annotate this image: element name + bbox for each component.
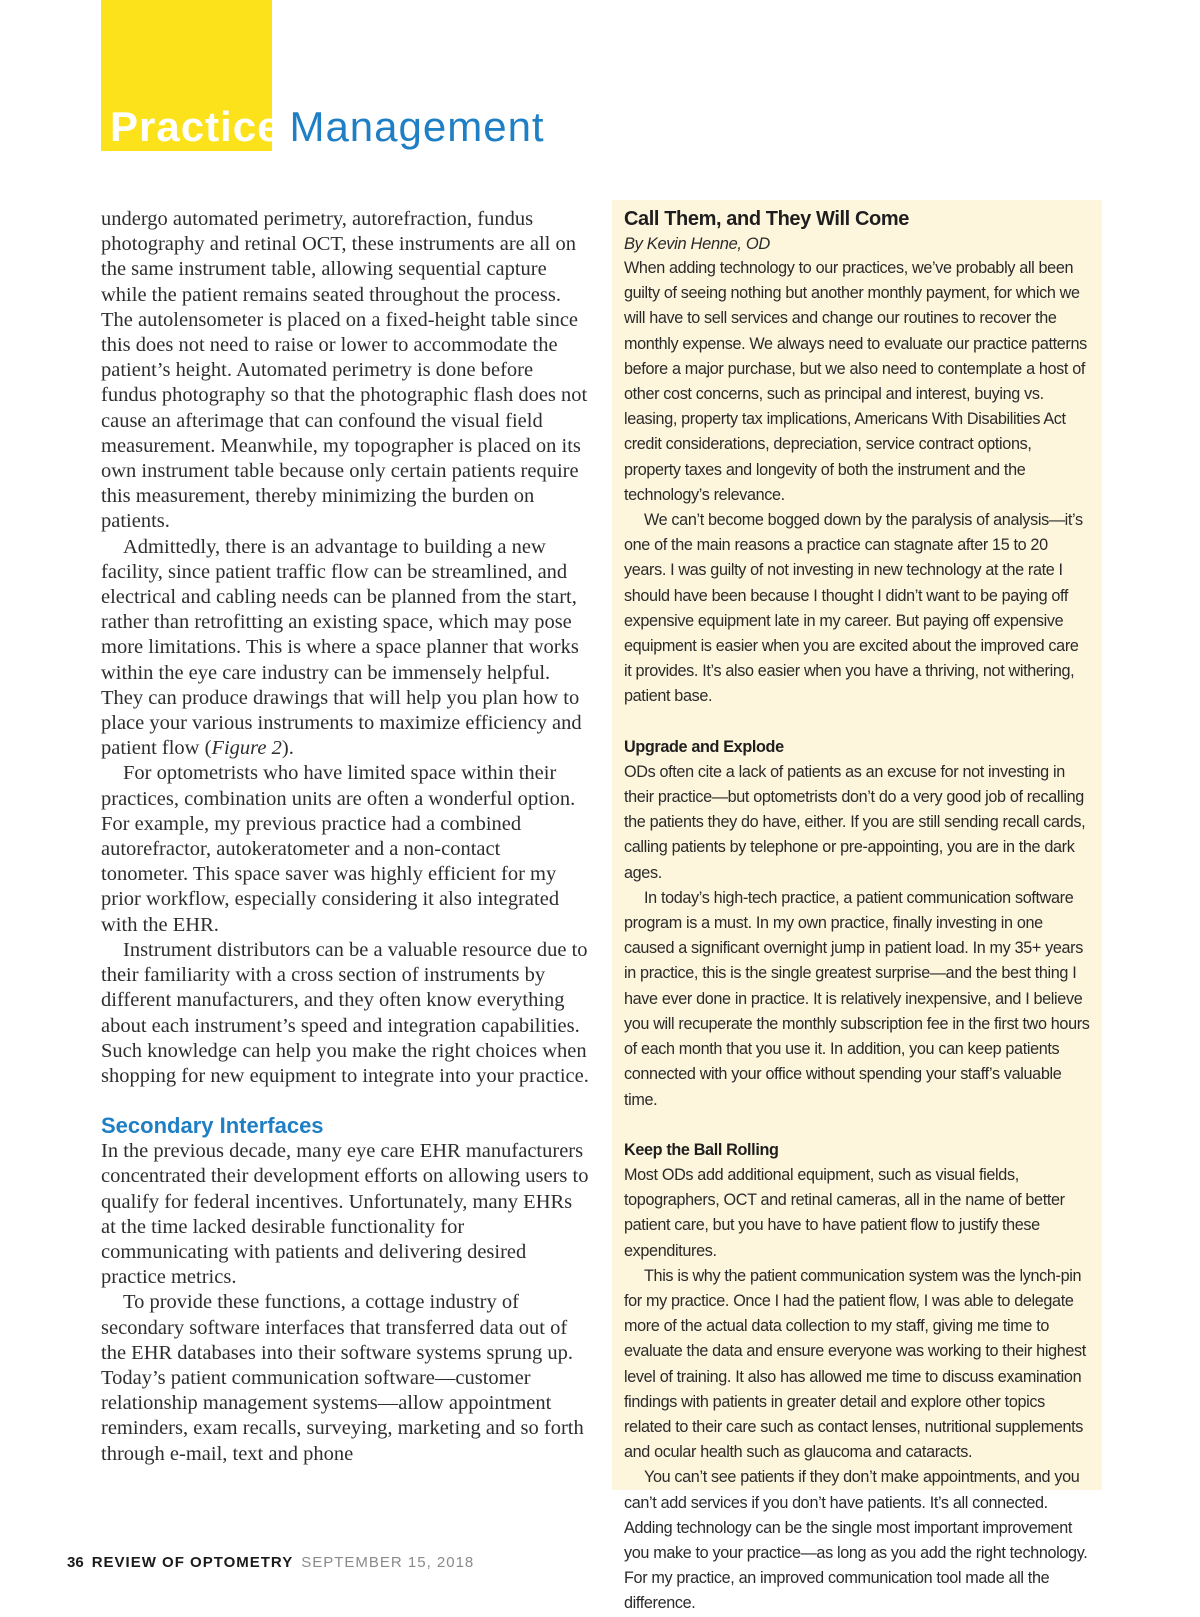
body-text: ). bbox=[281, 737, 294, 760]
page-footer bbox=[67, 1553, 474, 1573]
body-paragraph: In the previous decade, many eye care EHR manufacturers concentrated their development efforts on allowing users to qualify for federal incentives. Unfortunately, many EHRs at the time lacked desirable functionality for communicating with patients and delivering desired practice metrics. bbox=[101, 1140, 589, 1289]
figure-reference: Figure 2 bbox=[211, 737, 282, 760]
sidebar-paragraph: In today’s high-tech practice, a patient communication software program is a must. In my own practice, finally investing in one caused a significant overnight jump in patient load. In my 35+ years in practice, this is the single greatest surprise—and the best thing I have ever done in practice. It is relatively inexpensive, and I believe you will recuperate the monthly subscription fee in the first two hours of each month that you use it. In addition, you can keep patients connected with your office without spending your staff’s valuable time. bbox=[624, 888, 1090, 1109]
issue-date: SEPTEMBER 15, 2018 bbox=[301, 1554, 475, 1571]
body-paragraph: To provide these functions, a cottage industry of secondary software interfaces that transferred data out of the EHR databases into their software systems sprung up. Today’s patient communication software—customer relationship management systems—allow appointment reminders, exam recalls, surveying, marketing and so forth through e-mail, text and phone bbox=[101, 1291, 584, 1465]
body-paragraph: For optometrists who have limited space within their practices, combination units are often a wonderful option. For example, my previous practice had a combined autorefractor, autokeratometer and a non-contact tonometer. This space saver was highly efficient for my prior workflow, especially considering it also integrated with the EHR. bbox=[101, 762, 576, 936]
section-header bbox=[101, 102, 545, 152]
sidebar-box bbox=[612, 200, 1102, 1613]
section-title-practice: Practice bbox=[110, 103, 282, 150]
sidebar-paragraph: This is why the patient communication system was the lynch-pin for my practice. Once I had the patient flow, I was able to delegate more of the actual data collection to my staff, giving me time to evaluate the data and ensure everyone was working to their highest level of training. It also has allowed me time to discuss examination findings with patients in greater detail and explore other topics related to their care such as contact lenses, nutritional supplements and ocular health such as glaucoma and cataracts. bbox=[624, 1266, 1086, 1462]
sidebar-paragraph: You can’t see patients if they don’t make appointments, and you can’t add services if you don’t have patients. It’s all connected. Adding technology can be the single most important improvement you make to your practice—as long as you add the right technology. For my practice, an improved communication tool made all the difference. bbox=[624, 1468, 1088, 1613]
body-paragraph: undergo automated perimetry, autorefraction, fundus photography and retinal OCT, these instruments are all on the same instrument table, allowing sequential capture while the patient remains seated throughout the process. The autolensometer is placed on a fixed-height table since this does not need to raise or lower to accommodate the patient’s height. Automated perimetry is done before fundus photography so that the photographic flash does not cause an afterimage that can confound the visual field measurement. Meanwhile, my topographer is placed on its own instrument table because only certain patients require this measurement, thereby minimizing the burden on patients. bbox=[101, 208, 588, 533]
section-title-management: Management bbox=[289, 103, 545, 150]
sidebar-subheading: Upgrade and Explode bbox=[624, 737, 784, 756]
body-text: Admittedly, there is an advantage to building a new facility, since patient traffic flow can be streamlined, and electrical and cabling needs can be planned from the start, rather than retrofitting an existing space, which may pose more limitations. This is where a space planner that works within the eye care industry can be immensely helpful. They can produce drawings that will help you plan how to place your various instruments to maximize efficiency and patient flow ( bbox=[101, 535, 582, 760]
sidebar-paragraph: When adding technology to our practices, we’ve probably all been guilty of seeing nothing but another monthly payment, for which we will have to sell services and change our routines to recover the monthly expense. We always need to evaluate our practice patterns before a major purchase, but we also need to contemplate a host of other cost concerns, such as principal and interest, buying vs. leasing, property tax implications, Americans With Disabilities Act credit considerations, depreciation, service contract options, property taxes and longevity of both the instrument and the technology’s relevance. bbox=[624, 259, 1087, 504]
body-paragraph: Instrument distributors can be a valuable resource due to their familiarity with a cross section of instruments by different manufacturers, and they often know everything about each instrument’s speed and integration capabilities. Such knowledge can help you make the right choices when shopping for new equipment to integrate into your practice. bbox=[101, 938, 589, 1087]
page-number: 36 bbox=[67, 1554, 84, 1571]
sidebar-paragraph: ODs often cite a lack of patients as an excuse for not investing in their practice—but optometrists don’t do a very good job of recalling the patients they do have, either. If you are still sending recall cards, calling patients by telephone or pre-appointing, you are in the dark ages. bbox=[624, 762, 1086, 882]
sidebar-paragraph: Most ODs add additional equipment, such as visual fields, topographers, OCT and retinal cameras, all in the name of better patient care, but you have to have patient flow to justify these expenditures. bbox=[624, 1165, 1065, 1260]
publication-name: REVIEW OF OPTOMETRY bbox=[91, 1554, 294, 1571]
main-article-column bbox=[101, 207, 589, 1467]
sidebar-byline: By Kevin Henne, OD bbox=[624, 235, 770, 253]
sidebar-paragraph: We can’t become bogged down by the paralysis of analysis—it’s one of the main reasons a practice can stagnate after 15 to 20 years. I was guilty of not investing in new technology at the rate I should have been because I thought I didn’t want to be paying off expensive equipment late in my career. But paying off expensive equipment is easier when you are excited about the improved care it provides. It’s also easier when you have a thriving, not withering, patient base. bbox=[624, 511, 1083, 706]
body-paragraph bbox=[101, 535, 589, 762]
sidebar-subheading: Keep the Ball Rolling bbox=[624, 1140, 779, 1159]
section-subheading: Secondary Interfaces bbox=[101, 1113, 324, 1139]
sidebar-title: Call Them, and They Will Come bbox=[624, 208, 909, 230]
